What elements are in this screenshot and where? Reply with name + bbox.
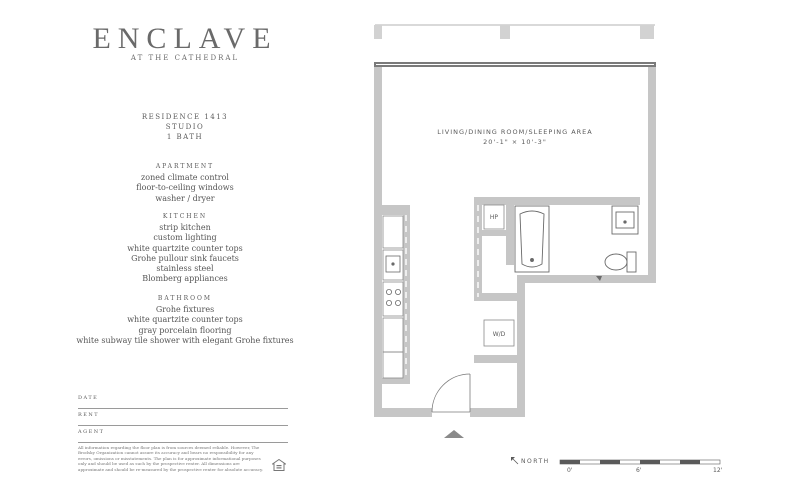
residence-number: RESIDENCE 1413 — [141, 113, 229, 121]
scale-label-0: 0' — [567, 467, 573, 474]
north-label: NORTH — [521, 458, 550, 465]
list-item: strip kitchen — [159, 223, 211, 232]
disclaimer-text: All information regarding the floor plan is from sources deemed reliable. However, The Brodsky Organization cannot assure its accuracy and bears no responsibility for any errors, omissions or misstatements. The plan is for approximate informational purposes only and should be used as such by the prospective renter. All dimensions are approximate and should be re-measured by the prospective renter for absolute accuracy. — [78, 445, 264, 472]
section-title: BATHROOM — [157, 295, 213, 302]
section-title: APARTMENT — [155, 163, 215, 170]
list-item: white quartzite counter tops — [127, 243, 243, 253]
list-item: Grohe fixtures — [155, 305, 215, 314]
scale-label-6: 6' — [636, 467, 642, 474]
list-item: Grohe pullour sink faucets — [131, 253, 239, 263]
list-item: custom lighting — [153, 233, 217, 243]
scale-label-12: 12' — [713, 467, 723, 474]
date-label: DATE — [78, 395, 99, 401]
residence-bath: 1 BATH — [166, 133, 204, 141]
hp-label: HP — [489, 214, 499, 221]
cooktop-icon — [386, 289, 400, 305]
residence-type: STUDIO — [165, 123, 205, 131]
bathtub-icon — [515, 206, 549, 272]
north-arrow-icon — [511, 457, 518, 464]
list-item: white subway tile shower with elegant Grohe fixtures — [76, 335, 294, 345]
wd-label: W/D — [492, 331, 506, 338]
section-title: KITCHEN — [162, 213, 208, 220]
list-item: gray porcelain flooring — [138, 325, 232, 335]
entry-door — [432, 374, 470, 412]
entry-arrow-icon — [444, 430, 464, 438]
rent-label: RENT — [78, 412, 100, 418]
list-item: white quartzite counter tops — [127, 315, 243, 325]
toilet-icon — [605, 252, 636, 272]
list-item: Blomberg appliances — [142, 274, 228, 284]
room-name: LIVING/DINING ROOM/SLEEPING AREA — [437, 128, 593, 136]
facade — [374, 25, 656, 67]
kitchen-counter — [383, 216, 403, 378]
brand-name: ENCLAVE — [92, 22, 278, 55]
vanity-icon — [612, 206, 638, 234]
list-item: floor-to-ceiling windows — [136, 183, 234, 193]
list-item: stainless steel — [156, 264, 214, 274]
list-item: washer / dryer — [155, 193, 215, 203]
agent-label: AGENT — [78, 429, 105, 435]
sink-icon — [386, 256, 400, 272]
room-dimensions: 20'-1" × 10'-3" — [483, 138, 547, 146]
brand-tagline: AT THE CATHEDRAL — [130, 54, 240, 62]
list-item: zoned climate control — [141, 173, 229, 182]
scale-bar — [560, 460, 720, 464]
